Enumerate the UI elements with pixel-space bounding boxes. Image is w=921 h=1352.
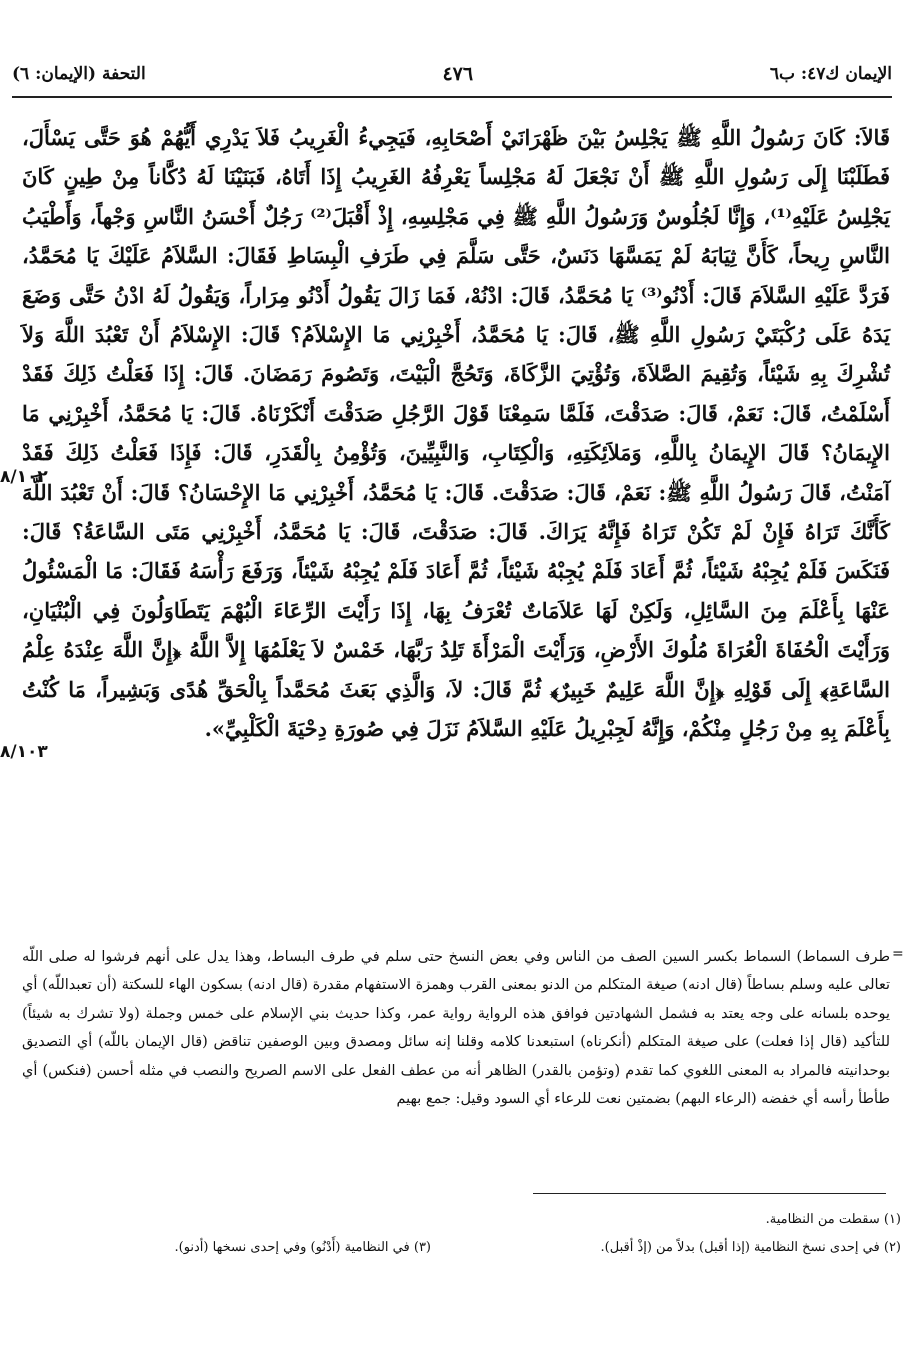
continuation-mark: =: [892, 946, 904, 962]
margin-reference-2: ٨/١٠٣: [0, 742, 48, 762]
margin-reference-1: ٨/١٠٢: [0, 467, 48, 487]
footnote-2: (٢) في إحدى نسخ النظامية (إذا أقبل) بدلاً من (إذْ أقبل).: [600, 1240, 901, 1255]
hadith-paragraph: قَالاَ: كَانَ رَسُولُ اللَّهِ ﷺ يَجْلِسُ بَيْنَ ظَهْرَانَيْ أَصْحَابِهِ، فَيَجِيءُ الْغَرِيبُ فَلاَ يَدْرِي أَيُّهُمْ هُوَ حَتَّى يَسْأَلَ، فَطَلَبْنَا إِلَى رَسُولِ اللَّهِ ﷺ أَنْ نَجْعَلَ لَهُ مَجْلِساً يَعْرِفُهُ الغَرِيبُ إِذَا أَتَاهُ، فَبَنَيْنَا لَهُ دُكَّاناً مِنْ طِينٍ كَانَ يَجْلِسُ عَلَيْهِ⁽¹⁾، وَإِنَّا لَجُلُوسٌ وَرَسُولُ اللَّهِ ﷺ فِي مَجْلِسِهِ، إِذْ أَقْبَلَ⁽²⁾ رَجُلٌ أَحْسَنُ النَّاسِ وَجْهاً، وَأَطْيَبُ النَّاسِ رِيحاً، كَأَنَّ ثِيَابَهُ لَمْ يَمَسَّهَا دَنَسٌ، حَتَّى سَلَّمَ فِي طَرَفِ الْبِسَاطِ فَقَالَ: السَّلاَمُ عَلَيْكَ يَا مُحَمَّدُ، فَرَدَّ عَلَيْهِ السَّلاَمَ قَالَ: أَدْنُو⁽³⁾ يَا مُحَمَّدُ، قَالَ: ادْنُهْ، فَمَا زَالَ يَقُولُ أَدْنُو مِرَاراً، وَيَقُولُ لَهُ ادْنُ حَتَّى وَضَعَ يَدَهُ عَلَى رُكْبَتَيْ رَسُولِ اللَّهِ ﷺ، قَالَ: يَا مُحَمَّدُ، أَخْبِرْنِي مَا الإِسْلاَمُ؟ قَالَ: الإِسْلاَمُ أَنْ تَعْبُدَ اللَّهَ وَلاَ تُشْرِكَ بِهِ شَيْئاً، وَتُقِيمَ الصَّلاَةَ، وَتُؤْتِيَ الزَّكَاةَ، وَتَحُجَّ الْبَيْتَ، وَتَصُومَ رَمَضَانَ. قَالَ: إِذَا فَعَلْتُ ذَلِكَ فَقَدْ أَسْلَمْتُ، قَالَ: نَعَمْ، قَالَ: صَدَقْتَ، فَلَمَّا سَمِعْنَا قَوْلَ الرَّجُلِ صَدَقْتَ أَنْكَرْنَاهُ. قَالَ: يَا مُحَمَّدُ، أَخْبِرْنِي مَا الإِيمَانُ؟ قَالَ الإِيمَانُ بِاللَّهِ، وَمَلاَئِكَتِهِ، وَالْكِتَابِ، وَالنَّبِيِّينَ، وَتُؤْمِنُ بِالْقَدَرِ، قَالَ: فَإِذَا فَعَلْتُ ذَلِكَ فَقَدْ آمَنْتُ، قَالَ رَسُولُ اللَّهِ ﷺ: نَعَمْ، قَالَ: صَدَقْتَ. قَالَ: يَا مُحَمَّدُ، أَخْبِرْنِي مَا الإِحْسَانُ؟ قَالَ: أَنْ تَعْبُدَ اللَّهَ كَأَنَّكَ تَرَاهُ فَإِنْ لَمْ تَكُنْ تَرَاهُ فَإِنَّهُ يَرَاكَ. قَالَ: صَدَقْتَ، قَالَ: يَا مُحَمَّدُ، أَخْبِرْنِي مَتَى السَّاعَةُ؟ قَالَ: فَنَكَسَ فَلَمْ يُجِبْهُ شَيْئاً، ثُمَّ أَعَادَ فَلَمْ يُجِبْهُ شَيْئاً، ثُمَّ أَعَادَ فَلَمْ يُجِبْهُ شَيْئاً، وَرَفَعَ رَأْسَهُ فَقَالَ: مَا الْمَسْئُولُ عَنْهَا بِأَعْلَمَ مِنَ السَّائِلِ، وَلَكِنْ لَهَا عَلاَمَاتٌ تُعْرَفُ بِهَا، إِذَا رَأَيْتَ الرِّعَاءَ الْبُهْمَ يَتَطَاوَلُونَ فِي الْبُنْيَانِ، وَرَأَيْتَ الْحُفَاةَ الْعُرَاةَ مُلُوكَ الأَرْضِ، وَرَأَيْتَ الْمَرْأَةَ تَلِدُ رَبَّهَا، خَمْسٌ لاَ يَعْلَمُهَا إِلاَّ اللَّهُ ﴿إِنَّ اللَّهَ عِنْدَهُ عِلْمُ السَّاعَةِ﴾ إِلَى قَوْلِهِ ﴿إِنَّ اللَّهَ عَلِيمٌ خَبِيرٌ﴾ ثُمَّ قَالَ: لاَ، وَالَّذِي بَعَثَ مُحَمَّداً بِالْحَقِّ هُدًى وَبَشِيراً، مَا كُنْتُ بِأَعْلَمَ بِهِ مِنْ رَجُلٍ مِنْكُمْ، وَإِنَّهُ لَجِبْرِيلُ عَلَيْهِ السَّلاَمُ نَزَلَ فِي صُورَةِ دِحْيَةَ الْكَلْبِيِّ».: [22, 125, 890, 742]
page-number: ٤٧٦: [442, 63, 474, 85]
header-divider: [12, 96, 892, 98]
footnote-divider: [533, 1193, 886, 1194]
commentary-block: [22, 943, 890, 1113]
hadith-text-block: [22, 118, 890, 749]
page-header: [12, 56, 892, 92]
footnote-3: (٣) في النظامية (أَدْنُو) وفي إحدى نسخها (أدنو).: [174, 1240, 431, 1255]
footnote-1: (١) سقطت من النظامية.: [765, 1212, 901, 1227]
chapter-reference: الإيمان ك٤٧: ب٦: [769, 64, 892, 84]
commentary-text: طرف السماط) السماط بكسر السين الصف من الناس وفي بعض النسخ حتى سلم في طرف البساط، وهذا يدل على أنهم فرشوا له صلى اللّه تعالى عليه وسلم بساطاً (قال ادنه) صيغة المتكلم من الدنو بمعنى القرب وهمزة الاستفهام مقدرة (قال ادنه) بسكون الهاء للسكتة (أن تعبداللّه) أي يوحده بلسانه على وجه يعتد به فشمل الشهادتين فوافق هذه الرواية رواية عمر، وكذا حديث بني الإسلام على خمس وجملة (ولا تشرك به شيئاً) للتأكيد (قال إذا فعلت) على صيغة المتكلم (أنكرناه) استبعدنا كلامه وقلنا إنه سائل ومصدق وبين الوصفين تناقض (قال الإيمان باللّه) أي التصديق بوحدانيته فالمراد به المعنى اللغوي كما تقدم (وتؤمن بالقدر) الظاهر أنه من عطف الفعل على الاسم الصريح والنصب في مثله أحسن (فنكس) أي طأطأ رأسه أي خفضه (الرعاء البهم) بضمتين نعت للرعاء أي السود وقيل: جمع بهيم: [22, 949, 890, 1108]
book-title: التحفة (الإيمان: ٦): [12, 64, 146, 84]
